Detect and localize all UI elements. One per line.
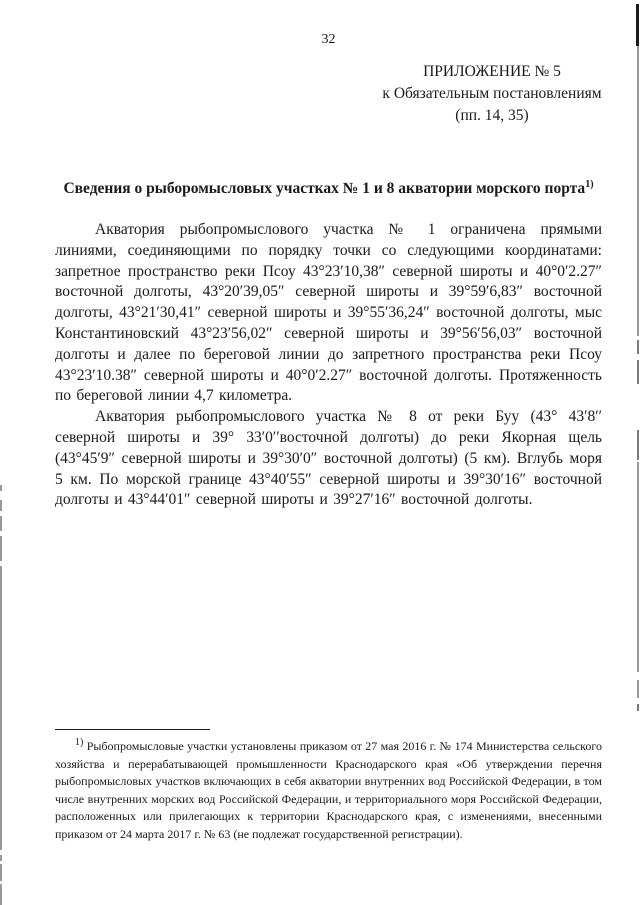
footnote-text: [55, 738, 602, 843]
appendix-header-line3: (пп. 14, 35): [455, 107, 529, 124]
appendix-header: [382, 61, 602, 127]
paragraph-area-1: Акватория рыбопромыслового участка № 1 ограничена прямыми линиями, соединяющими по порядку точки со следующими координатами: запретное пространство реки Псоу 43°23′10,38″ северной широты и 40°0′2.27″ восточной долготы, 43°20′39,05″ северной широты и 39°59′6,83″ восточной долготы, 43°21′30,41″ северной широты и 39°55′36,24″ восточной долготы, мыс Константиновский 43°23′56,02″ северной широты и 39°56′56,03″ восточной долготы и далее по береговой линии до запретного пространства реки Псоу 43°23′10.38″ северной широты и 40°0′2.27″ восточной долготы. Протяженность по береговой линии 4,7 километра.: [55, 221, 602, 405]
paragraph-area-8: Акватория рыбопромыслового участка № 8 от реки Буу (43° 43′8′′ северной широты и 39° 33′0′′восточной долготы) до реки Якорная щель (43°45′9″ северной широты и 39°30′0″ восточной долготы) (5 км). Вглубь моря 5 км. По морской границе 43°40′55″ северной широты и 39°30′16″ восточной долготы и 43°44′01″ северной широты и 39°27′16″ восточной долготы.: [55, 408, 602, 509]
scan-artifact-left-edge: [0, 864, 2, 881]
footnote-marker: 1): [75, 737, 84, 748]
footnote-separator: [55, 729, 210, 730]
page-number: 32: [321, 32, 336, 47]
scan-artifact-left-edge: [0, 485, 2, 491]
text-column: [55, 0, 602, 511]
scan-artifact-right-edge: [637, 46, 639, 336]
scan-artifact-left-edge: [0, 566, 2, 850]
title-footnote-reference: 1): [585, 178, 594, 190]
document-title: [55, 179, 602, 199]
appendix-header-line1: ПРИЛОЖЕНИЕ № 5: [423, 63, 561, 80]
scan-artifact-left-edge: [0, 500, 2, 511]
scan-artifact-right-edge: [637, 680, 639, 698]
scan-artifact-left-edge: [0, 516, 2, 531]
scan-artifact-right-edge: [637, 430, 639, 460]
document-title-text: Сведения о рыборомысловых участках № 1 и 8 акватории морского порта: [63, 180, 586, 197]
scan-artifact-right-edge: [636, 4, 639, 46]
scan-artifact-left-edge: [0, 536, 2, 561]
footnote-block: [55, 729, 602, 843]
scan-artifact-right-edge: [637, 704, 639, 711]
scan-artifact-left-edge: [0, 855, 2, 861]
scan-artifact-left-edge: [0, 884, 2, 905]
scan-artifact-right-edge: [637, 462, 639, 672]
appendix-header-line2: к Обязательным постановлениям: [382, 85, 602, 102]
footnote-body: Рыбопромысловые участки установлены приказом от 27 мая 2016 г. № 174 Министерства сельского хозяйства и перерабатывающей промышленности Краснодарского края «Об утверждении перечня рыбопромысловых участков включающих в себя акватории внутренних вод Российской Федерации, в том числе внутренних морских вод Российской Федерации, и территориального моря Российской Федерации, расположенных или прилегающих к территории Краснодарского края, с изменениями, внесенными приказом от 24 марта 2017 г. № 63 (не подлежат государственной регистрации).: [55, 739, 603, 841]
scan-artifact-right-edge: [637, 360, 639, 384]
document-body: [55, 220, 602, 511]
scan-artifact-right-edge: [637, 340, 639, 354]
